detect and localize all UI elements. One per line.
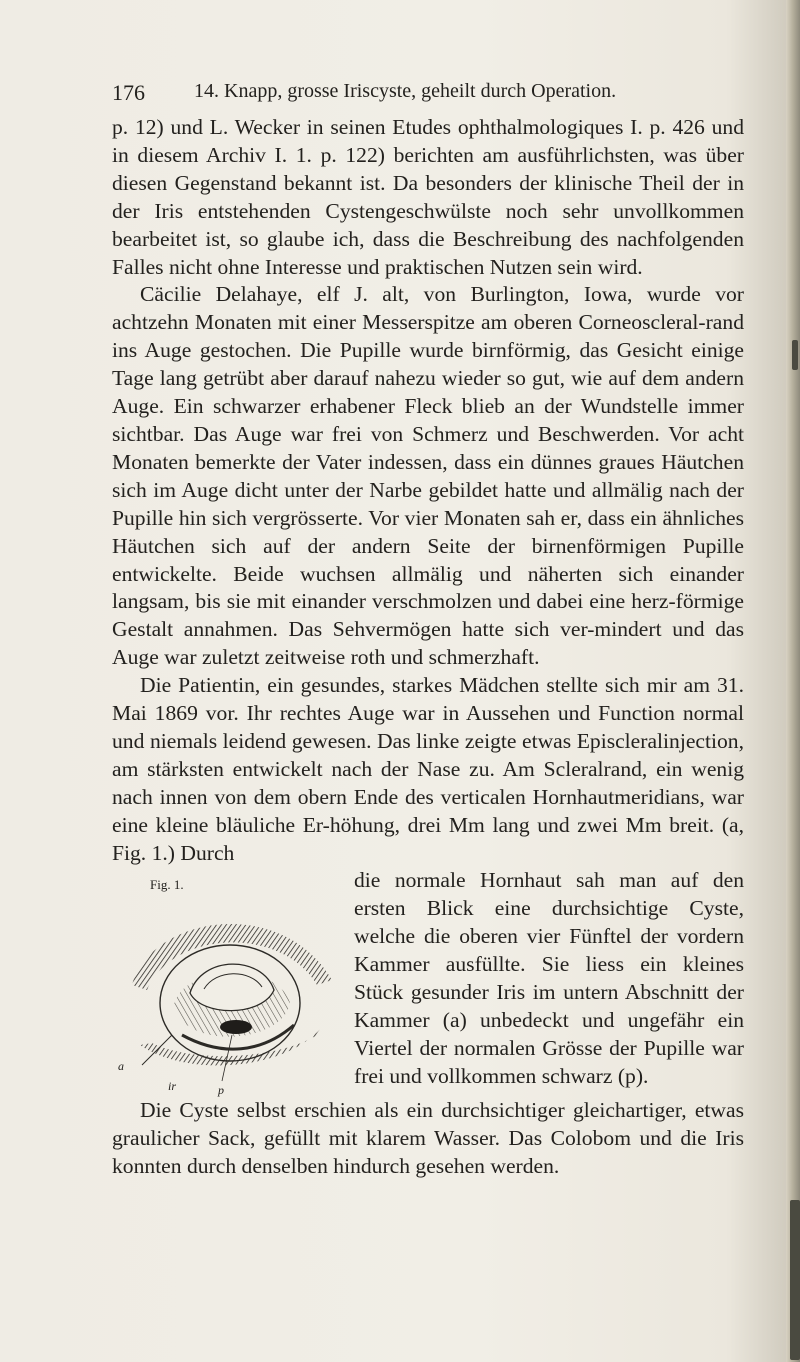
figure-label-ir: ir [168, 1079, 177, 1094]
spine-mark [790, 1200, 800, 1360]
figure-label-a: a [118, 1059, 124, 1074]
figure-caption: Fig. 1. [150, 877, 184, 893]
page-number: 176 [112, 80, 145, 105]
page-header [112, 80, 692, 106]
eye-illustration [112, 885, 342, 1097]
paragraph-5: Die Cyste selbst erschien als ein durchsichtiger gleichartiger, etwas graulicher Sack, gefüllt mit klarem Wasser. Das Colobom und die Iris konnten durch denselben hindurch gesehen werden. [112, 1098, 744, 1179]
pupil [220, 1020, 252, 1034]
figure-label-p: p [218, 1083, 224, 1098]
paragraph-2: Cäcilie Delahaye, elf J. alt, von Burlington, Iowa, wurde vor achtzehn Monaten mit einer Messerspitze am oberen Corneoscleral-rand ins Auge gestochen. Die Pupille wurde birnförmig, das Gesicht einige Tage lang getrübt aber darauf nahezu wieder so gut, wie auf dem andern Auge. Ein schwarzer erhabener Fleck blieb an der Wundstelle immer sichtbar. Das Auge war frei von Schmerz und Beschwerden. Vor acht Monaten bemerkte der Vater indessen, dass ein dünnes graues Häutchen sich im Auge dicht unter der Narbe gebildet hatte und allmälig nach der Pupille hin sich vergrösserte. Vor vier Monaten sah er, dass ein ähnliches Häutchen sich auf der andern Seite der birnenförmigen Pupille entwickelte. Beide wuchsen allmälig und näherten sich einander langsam, bis sie mit einander verschmolzen und dabei eine herz-förmige Gestalt annahmen. Das Sehvermögen hatte sich ver-mindert und das Auge war zuletzt zeitweise roth und schmerzhaft. [112, 282, 744, 670]
spine-mark [792, 340, 798, 370]
body-text [112, 114, 744, 1181]
paragraph-3: Die Patientin, ein gesundes, starkes Mädchen stellte sich mir am 31. Mai 1869 vor. Ihr rechtes Auge war in Aussehen und Function normal und niemals leidend gewesen. Das linke zeigte etwas Episcleralinjection, am stärksten entwickelt nach der Nase zu. Am Scleralrand, ein wenig nach innen von dem obern Ende des verticalen Hornhautmeridians, war eine kleine bläuliche Er-höhung, drei Mm lang und zwei Mm breit. (a, Fig. 1.) Durch [112, 673, 744, 865]
paragraph-1: p. 12) und L. Wecker in seinen Etudes ophthalmologiques I. p. 426 und in diesem Archiv I. 1. p. 122) berichten am ausführlichsten, was über diesen Gegenstand bekannt ist. Da besonders der klinische Theil der in der Iris entstehenden Cystengeschwülste noch sehr unvollkommen bearbeitet ist, so glaube ich, dass die Beschreibung des nachfolgenden Falles nicht ohne Interesse und praktischen Nutzen sein wird. [112, 115, 744, 279]
cyst [190, 965, 274, 1012]
page-edge [786, 0, 800, 1362]
running-head: 14. Knapp, grosse Iriscyste, geheilt durch Operation. [194, 80, 617, 102]
paragraph-4: die normale Hornhaut sah man auf den ersten Blick eine durchsichtige Cyste, welche die oberen vier Fünftel der vordern Kammer ausfüllte. Sie liess ein kleines Stück gesunder Iris im untern Abschnitt der Kammer (a) unbedeckt und ungefähr ein Viertel der normalen Grösse der Pupille war frei und vollkommen schwarz (p). [354, 868, 744, 1088]
figure-1 [112, 867, 342, 1097]
